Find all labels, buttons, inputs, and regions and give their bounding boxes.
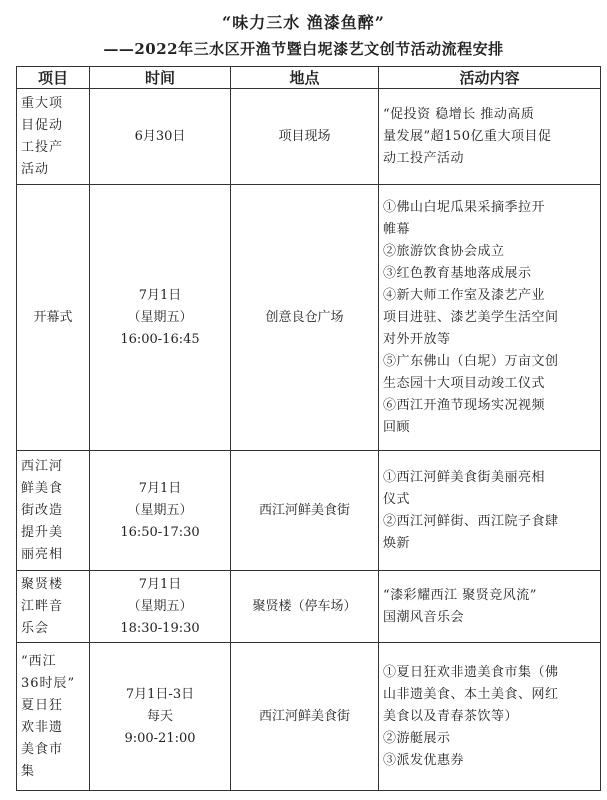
item-line: 欢非遗 bbox=[21, 719, 64, 735]
place-cell: 项目现场 bbox=[231, 89, 379, 185]
table-row bbox=[17, 89, 601, 185]
content-line: ⑥西江开渔节现场实况视频 bbox=[383, 397, 546, 413]
content-line: 仪式 bbox=[383, 491, 411, 507]
document-subtitle: ——2022年三水区开渔节暨白坭漆艺文创节活动流程安排 bbox=[103, 40, 504, 58]
header-item: 项目 bbox=[17, 67, 90, 89]
time-cell bbox=[90, 451, 231, 571]
time-line: 每天 bbox=[146, 708, 173, 724]
content-line: “漆彩耀西江 聚贤竞风流” bbox=[383, 587, 537, 603]
content-line: 山非遗美食、本土美食、网红 bbox=[383, 686, 559, 702]
time-cell bbox=[90, 89, 231, 185]
table-row bbox=[17, 451, 601, 571]
content-cell bbox=[379, 89, 601, 185]
table-row bbox=[17, 643, 601, 791]
item-line: 36时辰” bbox=[21, 675, 76, 691]
header-time: 时间 bbox=[90, 67, 231, 89]
content-line: 国潮风音乐会 bbox=[383, 609, 465, 625]
content-line: ②旅游饮食协会成立 bbox=[383, 243, 505, 259]
time-line: （星期五） bbox=[127, 309, 193, 325]
content-line: ②西江河鲜街、西江院子食肆 bbox=[383, 513, 559, 529]
time-cell bbox=[90, 571, 231, 643]
item-cell bbox=[17, 185, 90, 451]
table-header-row bbox=[17, 67, 601, 89]
content-line: ①西江河鲜美食街美丽亮相 bbox=[383, 469, 546, 485]
item-line: 丽亮相 bbox=[21, 546, 64, 562]
time-line: 6月30日 bbox=[134, 128, 186, 144]
time-line: 7月1日 bbox=[138, 287, 182, 303]
item-line: 目促动 bbox=[21, 117, 64, 133]
item-cell bbox=[17, 451, 90, 571]
place-cell: 聚贤楼（停车场） bbox=[231, 571, 379, 643]
content-line: 生态园十大项目动竣工仪式 bbox=[383, 375, 546, 391]
place-cell: 西江河鲜美食街 bbox=[231, 643, 379, 791]
content-line: “促投资 稳增长 推动高质 bbox=[383, 106, 535, 122]
time-line: 9:00-21:00 bbox=[124, 730, 196, 746]
item-line: 聚贤楼 bbox=[21, 576, 64, 592]
schedule-table bbox=[16, 66, 601, 791]
content-line: ③红色教育基地落成展示 bbox=[383, 265, 532, 281]
item-line: 乐会 bbox=[21, 620, 50, 636]
content-line: ①夏日狂欢非遗美食市集（佛 bbox=[383, 664, 559, 680]
time-cell bbox=[90, 643, 231, 791]
time-line: 7月1日 bbox=[138, 576, 182, 592]
content-line: ②游艇展示 bbox=[383, 730, 451, 746]
time-line: （星期五） bbox=[127, 598, 193, 614]
content-line: 量发展”超150亿重大项目促 bbox=[383, 128, 552, 144]
content-line: 美食以及青春茶饮等） bbox=[383, 708, 519, 724]
item-line: 街改造 bbox=[21, 502, 64, 518]
content-line: ①佛山白坭瓜果采摘季拉开 bbox=[383, 199, 546, 215]
time-line: 18:30-19:30 bbox=[120, 620, 200, 636]
item-line: 重大项 bbox=[21, 95, 64, 111]
item-line: “西江 bbox=[21, 653, 57, 669]
item-line: 提升美 bbox=[21, 524, 64, 540]
place-cell: 创意良仓广场 bbox=[231, 185, 379, 451]
table-row bbox=[17, 571, 601, 643]
item-line: 鲜美食 bbox=[21, 480, 64, 496]
content-line: 焕新 bbox=[383, 535, 411, 551]
content-line: ⑤广东佛山（白坭）万亩文创 bbox=[383, 353, 559, 369]
item-line: 开幕式 bbox=[33, 309, 73, 325]
content-cell bbox=[379, 571, 601, 643]
content-line: ③派发优惠券 bbox=[383, 752, 465, 768]
content-cell bbox=[379, 643, 601, 791]
time-line: 16:50-17:30 bbox=[120, 524, 200, 540]
header-place: 地点 bbox=[231, 67, 379, 89]
content-line: ④新大师工作室及漆艺产业 bbox=[383, 287, 546, 303]
item-cell bbox=[17, 89, 90, 185]
content-line: 动工投产活动 bbox=[383, 150, 465, 166]
time-line: （星期五） bbox=[127, 502, 193, 518]
time-cell bbox=[90, 185, 231, 451]
item-line: 活动 bbox=[21, 161, 50, 177]
item-line: 江畔音 bbox=[21, 598, 64, 614]
content-cell bbox=[379, 451, 601, 571]
place-cell: 西江河鲜美食街 bbox=[231, 451, 379, 571]
item-line: 美食市 bbox=[21, 741, 64, 757]
item-line: 西江河 bbox=[21, 458, 64, 474]
item-cell bbox=[17, 643, 90, 791]
item-line: 集 bbox=[21, 763, 36, 779]
header-content: 活动内容 bbox=[379, 67, 601, 89]
item-cell bbox=[17, 571, 90, 643]
content-line: 项目进驻、漆艺美学生活空间 bbox=[383, 309, 559, 325]
table-row bbox=[17, 185, 601, 451]
content-line: 回顾 bbox=[383, 419, 411, 435]
time-line: 7月1日 bbox=[138, 480, 182, 496]
time-line: 7月1日-3日 bbox=[125, 686, 195, 702]
content-line: 对外开放等 bbox=[383, 331, 451, 347]
content-line: 帷幕 bbox=[383, 221, 411, 237]
document-title: “味力三水 渔漆鱼醉” bbox=[222, 13, 385, 32]
item-line: 工投产 bbox=[21, 139, 64, 155]
content-cell bbox=[379, 185, 601, 451]
time-line: 16:00-16:45 bbox=[120, 331, 200, 347]
item-line: 夏日狂 bbox=[21, 697, 64, 713]
